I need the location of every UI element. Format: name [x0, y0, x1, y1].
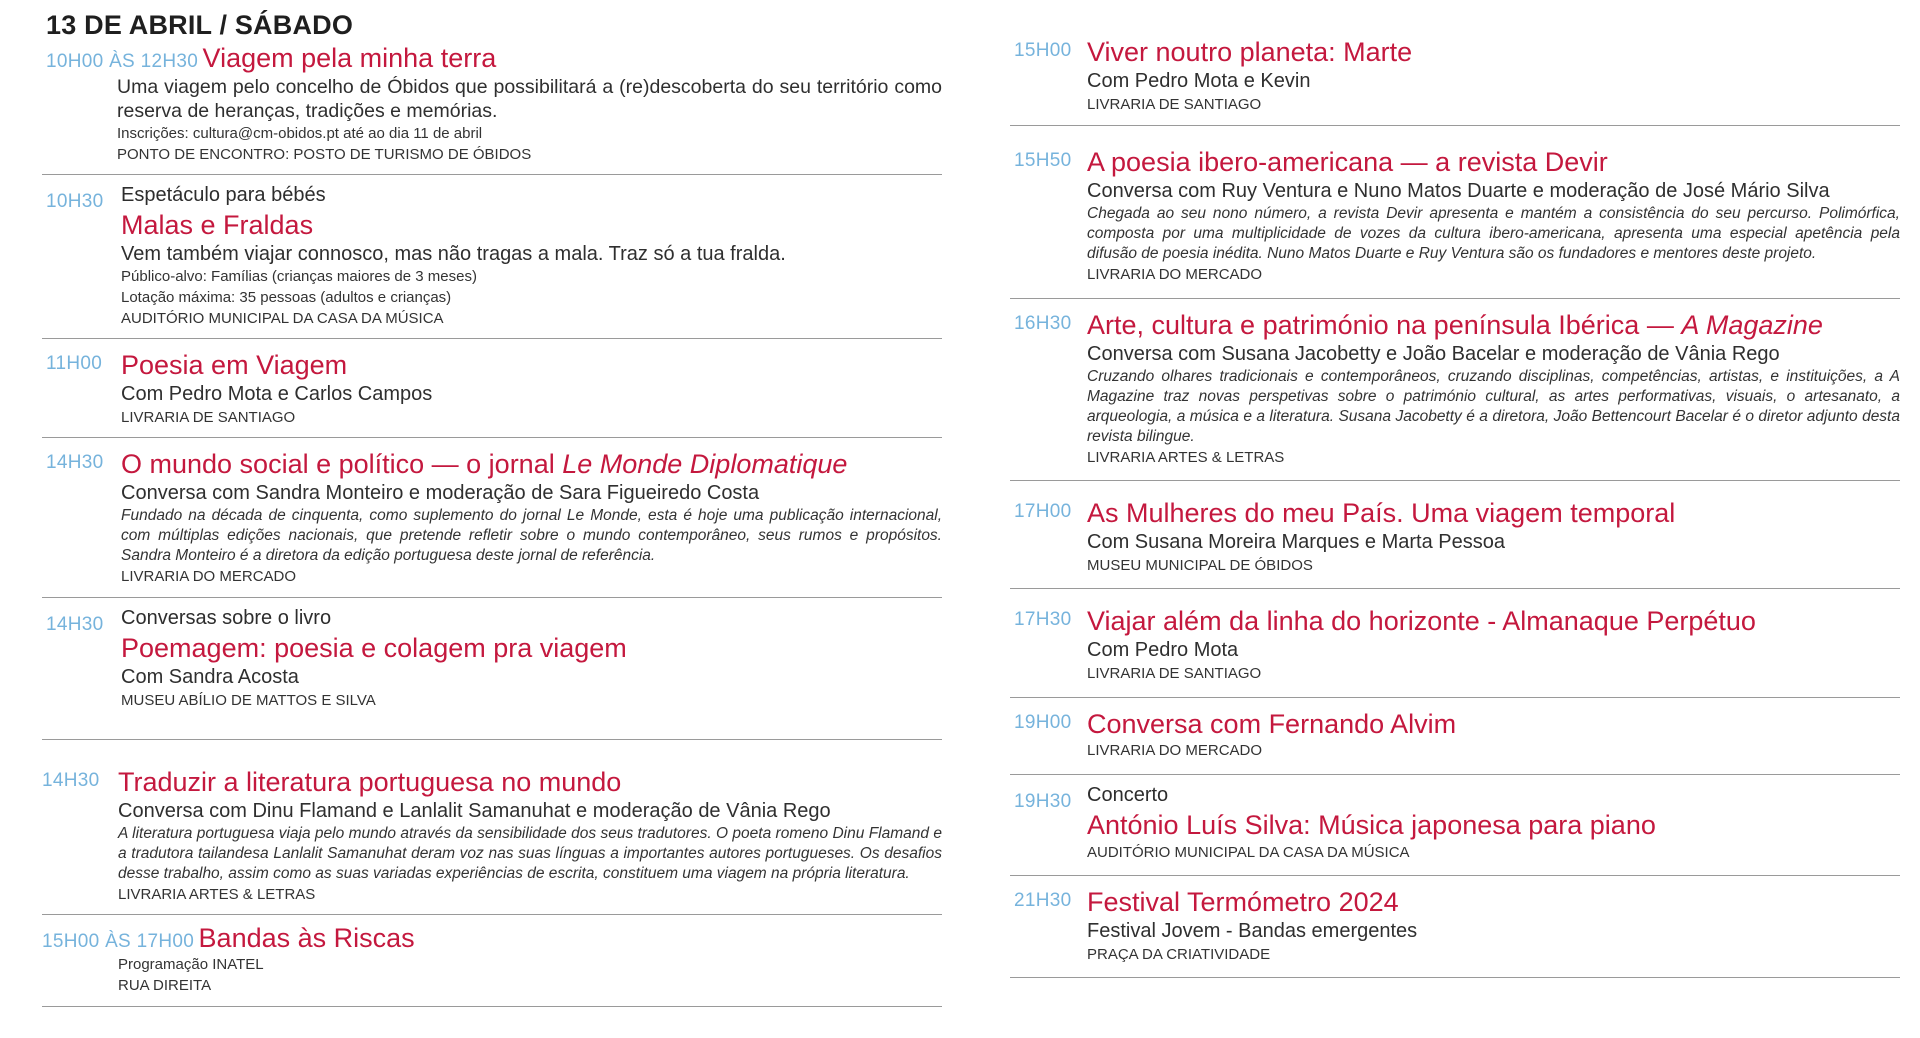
event-item — [42, 438, 942, 598]
event-venue: LIVRARIA DE SANTIAGO — [1087, 95, 1262, 113]
event-item — [1010, 299, 1900, 482]
day-heading: 13 DE ABRIL / SÁBADO — [46, 10, 354, 40]
event-venue: MUSEU ABÍLIO DE MATTOS E SILVA — [121, 691, 376, 709]
event-venue: LIVRARIA DO MERCADO — [121, 568, 297, 586]
event-time: 15H50 — [1014, 150, 1072, 172]
event-audience: Público-alvo: Famílias (crianças maiores de 3 meses) — [121, 268, 477, 286]
event-time: 19H30 — [1014, 790, 1072, 812]
event-time: 11H00 — [46, 353, 103, 375]
event-title: Traduzir a literatura portuguesa no mundo — [118, 766, 622, 797]
event-venue: LIVRARIA DE SANTIAGO — [121, 408, 296, 426]
event-time: 14H30 — [46, 452, 104, 474]
event-subtitle: Conversa com Dinu Flamand e Lanlalit Samanuhat e moderação de Vânia Rego — [118, 799, 831, 822]
event-venue: LIVRARIA DO MERCADO — [1087, 266, 1263, 284]
event-title: Poesia em Viagem — [121, 350, 348, 381]
event-title: Conversa com Fernando Alvim — [1087, 708, 1457, 739]
event-description: Chegada ao seu nono número, a revista Devir apresenta e mantém a consistência do seu percurso. Polimórfica, composta por uma multiplicidade de vozes da cultura ibero-americana, apresenta uma especial apetência pela difusão de poesia inédita. Nuno Matos Duarte e Ruy Ventura são os fundadores e mentores deste projeto. — [1087, 204, 1900, 263]
event-time: 19H00 — [1014, 711, 1072, 733]
event-title: Bandas às Riscas — [198, 923, 415, 954]
event-venue: AUDITÓRIO MUNICIPAL DA CASA DA MÚSICA — [1087, 843, 1410, 861]
event-item — [1010, 126, 1900, 299]
event-title-text: Arte, cultura e património na península Ibérica — — [1087, 309, 1682, 340]
event-title-text: O mundo social e político — o jornal — [121, 449, 563, 480]
event-item — [42, 740, 942, 916]
event-time: 14H30 — [46, 613, 104, 635]
event-item — [42, 43, 942, 175]
event-time: 15H00 — [1014, 40, 1072, 61]
event-subtitle: Com Pedro Mota — [1087, 639, 1239, 662]
event-venue: LIVRARIA ARTES & LETRAS — [118, 886, 316, 904]
left-column — [42, 0, 942, 1007]
event-item — [1010, 876, 1900, 978]
event-item — [1010, 783, 1900, 876]
event-item — [42, 915, 942, 1006]
event-title: Festival Termómetro 2024 — [1087, 886, 1399, 917]
event-subtitle: Com Pedro Mota e Kevin — [1087, 69, 1311, 92]
event-subtitle: Conversa com Susana Jacobetty e João Bacelar e moderação de Vânia Rego — [1087, 342, 1780, 365]
event-time: 17H30 — [1014, 609, 1072, 631]
event-info: Inscrições: cultura@cm-obidos.pt até ao dia 11 de abril — [117, 124, 483, 142]
event-item — [42, 339, 942, 438]
event-title: Viagem pela minha terra — [202, 43, 497, 73]
event-subtitle: Com Pedro Mota e Carlos Campos — [121, 382, 433, 405]
event-subtitle: Vem também viajar connosco, mas não tragas a mala. Traz só a tua fralda. — [121, 243, 786, 266]
event-capacity: Lotação máxima: 35 pessoas (adultos e crianças) — [121, 288, 452, 306]
event-title: Viajar além da linha do horizonte - Almanaque Perpétuo — [1087, 606, 1756, 637]
event-time: 17H00 — [1014, 501, 1072, 523]
event-title: António Luís Silva: Música japonesa para piano — [1087, 809, 1656, 840]
event-item — [1010, 481, 1900, 589]
event-subtitle: Conversa com Ruy Ventura e Nuno Matos Duarte e moderação de José Mário Silva — [1087, 179, 1830, 202]
event-venue: PRAÇA DA CRIATIVIDADE — [1087, 945, 1271, 963]
event-title: Poemagem: poesia e colagem pra viagem — [121, 632, 627, 663]
event-title-emphasis: A Magazine — [1681, 309, 1823, 340]
event-venue: LIVRARIA ARTES & LETRAS — [1087, 449, 1285, 467]
event-subtitle: Festival Jovem - Bandas emergentes — [1087, 919, 1418, 942]
event-description: Cruzando olhares tradicionais e contemporâneos, cruzando disciplinas, competências, artistas, e instituições, a A Magazine traz novas perspetivas sobre o património cultural, as artes performativas, visuais, o artesanato, a arqueologia, a música e a literatura. Susana Jacobetty é a diretora, João Bettencourt Bacelar é o diretor adjunto desta revista bilingue. — [1087, 367, 1900, 445]
event-time: 16H30 — [1014, 312, 1072, 334]
event-venue: LIVRARIA DE SANTIAGO — [1087, 665, 1262, 683]
event-venue: LIVRARIA DO MERCADO — [1087, 742, 1263, 760]
event-info: Programação INATEL — [118, 956, 264, 974]
event-time: 10H30 — [46, 191, 104, 213]
right-column — [1010, 26, 1900, 978]
event-category: Espetáculo para bébés — [121, 184, 326, 207]
event-title: As Mulheres do meu País. Uma viagem temporal — [1087, 498, 1676, 529]
event-subtitle: Conversa com Sandra Monteiro e moderação de Sara Figueiredo Costa — [121, 482, 760, 505]
event-title — [121, 449, 942, 481]
event-venue: RUA DIREITA — [118, 977, 212, 995]
event-time: 14H30 — [42, 769, 100, 791]
event-subtitle: Com Sandra Acosta — [121, 665, 299, 688]
event-item — [1010, 589, 1900, 697]
event-title-emphasis: Le Monde Diplomatique — [562, 449, 848, 480]
event-time: 21H30 — [1014, 889, 1072, 911]
event-title — [1087, 310, 1900, 342]
event-venue: AUDITÓRIO MUNICIPAL DA CASA DA MÚSICA — [121, 309, 444, 327]
event-description: Uma viagem pelo concelho de Óbidos que possibilitará a (re)descoberta do seu território como reserva de heranças, tradições e memórias. — [117, 75, 942, 123]
event-item — [1010, 698, 1900, 775]
event-item — [1010, 26, 1900, 126]
event-venue: PONTO DE ENCONTRO: POSTO DE TURISMO DE ÓBIDOS — [117, 146, 532, 164]
event-time: 15H00 ÀS 17H00 — [42, 931, 195, 953]
event-time: 10H00 ÀS 12H30 — [46, 51, 199, 72]
event-subtitle: Com Susana Moreira Marques e Marta Pessoa — [1087, 531, 1505, 554]
event-item — [42, 183, 942, 339]
event-description: Fundado na década de cinquenta, como suplemento do jornal Le Monde, esta é hoje uma publicação internacional, com múltiplas edições nacionais, que pretende refletir sobre o mundo contemporâneo, seus rumos e propósitos. Sandra Monteiro é a diretora da edição portuguesa deste jornal de referência. — [121, 507, 942, 565]
event-category: Concerto — [1087, 783, 1169, 806]
event-title: Malas e Fraldas — [121, 210, 314, 241]
event-title: Viver noutro planeta: Marte — [1087, 37, 1413, 67]
event-title: A poesia ibero-americana — a revista Devir — [1087, 147, 1608, 178]
event-description: A literatura portuguesa viaja pelo mundo através da sensibilidade dos seus tradutores. O poeta romeno Dinu Flamand e a tradutora tailandesa Lanlalit Samanuhat deram voz nas suas línguas a importantes autores portugueses. Os desafios desse trabalho, assim como as suas variadas experiências de escrita, constituem uma viagem na própria literatura. — [118, 824, 942, 882]
event-item — [42, 606, 942, 740]
event-venue: MUSEU MUNICIPAL DE ÓBIDOS — [1087, 557, 1313, 575]
event-category: Conversas sobre o livro — [121, 606, 332, 629]
